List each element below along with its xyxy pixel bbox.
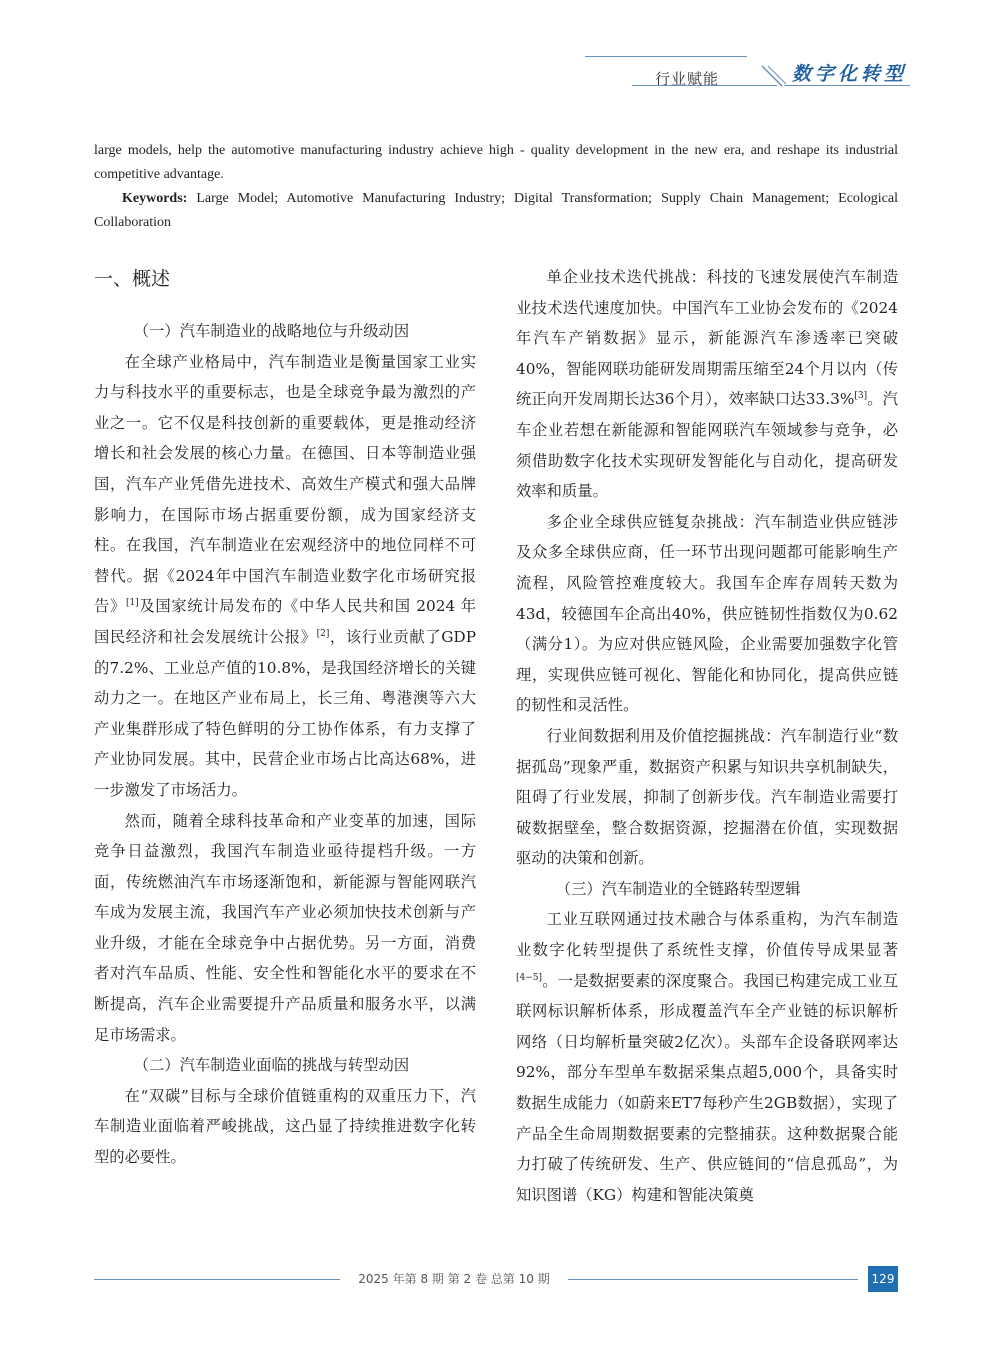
abstract-text: large models, help the automotive manufacturing industry achieve high - quality development in the new era, and reshape its industrial competitive advantage. [94, 143, 898, 182]
header-section-label: 行业赋能 [655, 70, 720, 88]
page-number: 129 [868, 1266, 898, 1292]
header-rule-top [585, 56, 747, 57]
footer-rule-left [94, 1279, 340, 1280]
paragraph-full-chain-logic: 工业互联网通过技术融合与体系重构，为汽车制造业数字化转型提供了系统性支撑，价值传导成果显著[4−5]。一是数据要素的深度聚合。我国已构建完成工业互联网标识解析体系，形成覆盖汽车全产业链的标识解析网络（日均解析量突破2亿次）。头部车企设备联网率达92%，部分车型单车数据采集点超5,000个，具备实时数据生成能力（如蔚来ET7每秒产生2GB数据），实现了产品全生命周期数据要素的完整捕获。这种数据聚合能力打破了传统研发、生产、供应链间的“信息孤岛”，为知识图谱（KG）构建和智能决策奠 [516, 910, 898, 1204]
paragraph-strategic-position: 在全球产业格局中，汽车制造业是衡量国家工业实力与科技水平的重要标志，也是全球竞争最为激烈的产业之一。它不仅是科技创新的重要载体，更是推动经济增长和社会发展的核心力量。在德国、日本等制造业强国，汽车产业凭借先进技术、高效生产模式和强大品牌影响力，在国际市场占据重要份额，成为国家经济支柱。在我国，汽车制造业在宏观经济中的地位同样不可替代。据《2024年中国汽车制造业数字化市场研究报告》[1]及国家统计局发布的《中华人民共和国 2024 年国民经济和社会发展统计公报》[2]，该行业贡献了GDP的7.2%、工业总产值的10.8%，是我国经济增长的关键动力之一。在地区产业布局上，长三角、粤港澳等六大产业集群形成了特色鲜明的分工协作体系，有力支撑了产业协同发展。其中，民营企业市场占比高达68%，进一步激发了市场活力。 [94, 352, 476, 799]
keywords-label: Keywords: [122, 191, 188, 206]
citation-ref: [3] [854, 391, 868, 402]
header-rule-bottom [632, 85, 777, 86]
footer-rule-right [568, 1279, 858, 1280]
right-column [516, 262, 898, 1210]
journal-brand: 数字化转型 [792, 63, 908, 85]
abstract-tail [94, 139, 898, 235]
paragraph-upgrade: 然而，随着全球科技革命和产业变革的加速，国际竞争日益激烈，我国汽车制造业亟待提档升级。一方面，传统燃油汽车市场逐渐饱和，新能源与智能网联汽车成为发展主流，我国汽车产业必须加快技术创新与产业升级，才能在全球竞争中占据优势。另一方面，消费者对汽车品质、性能、安全性和智能化水平的要求在不断提高，汽车企业需要提升产品质量和服务水平，以满足市场需求。 [94, 811, 476, 1044]
issue-info: 2025 年第 8 期 第 2 卷 总第 10 期 [358, 1272, 550, 1286]
left-column [94, 262, 476, 1173]
subsection-heading-1: （一）汽车制造业的战略地位与升级动因 [133, 322, 410, 340]
paragraph-supply-chain: 多企业全球供应链复杂挑战：汽车制造业供应链涉及众多全球供应商，任一环节出现问题都可能影响生产流程，风险管控难度较大。我国车企库存周转天数为43d，较德国车企高出40%，供应链韧性指数仅为0.62（满分1）。为应对供应链风险，企业需要加强数字化管理，实现供应链可视化、智能化和协同化，提高供应链的韧性和灵活性。 [516, 512, 898, 715]
subsection-heading-2: （二）汽车制造业面临的挑战与转型动因 [133, 1056, 410, 1075]
citation-ref: [1] [125, 598, 139, 609]
citation-ref: [2] [316, 628, 330, 639]
header-slash-decoration [760, 64, 786, 88]
section-heading: 一、概述 [94, 268, 171, 290]
keywords-list: Large Model; Automotive Manufacturing Industry; Digital Transformation; Supply Chain Management; Ecological Collaboration [94, 191, 898, 230]
citation-ref: [4−5] [516, 972, 543, 983]
keywords [94, 187, 898, 235]
paragraph-data-value: 行业间数据利用及价值挖掘挑战：汽车制造行业“数据孤岛”现象严重，数据资产积累与知识共享机制缺失，阻碍了行业发展，抑制了创新步伐。汽车制造业需要打破数据壁垒，整合数据资源，挖掘潜在价值，实现数据驱动的决策和创新。 [516, 726, 898, 868]
subsection-heading-3: （三）汽车制造业的全链路转型逻辑 [555, 879, 801, 898]
paragraph-challenges-intro: 在“双碳”目标与全球价值链重构的双重压力下，汽车制造业面临着严峻挑战，这凸显了持续推进数字化转型的必要性。 [94, 1086, 476, 1167]
paragraph-tech-iteration: 单企业技术迭代挑战：科技的飞速发展使汽车制造业技术迭代速度加快。中国汽车工业协会发布的《2024 年汽车产销数据》显示，新能源汽车渗透率已突破40%，智能网联功能研发周期需压缩至24个月以内（传统正向开发周期长达36个月），效率缺口达33.3%[3]。汽车企业若想在新能源和智能网联汽车领域参与竞争，必须借助数字化技术实现研发智能化与自动化，提高研发效率和质量。 [516, 268, 898, 501]
